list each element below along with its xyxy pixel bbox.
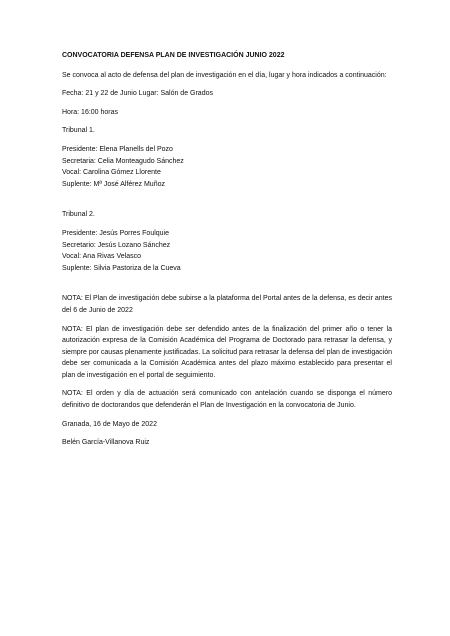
place-date-line: Granada, 16 de Mayo de 2022 [62,420,157,428]
tribunal-member: Secretaria: Celia Monteagudo Sánchez [62,157,184,165]
tribunal-member: Presidente: Elena Planells del Pozo [62,145,173,153]
section-spacer [62,281,392,293]
tribunal-member: Suplente: Silvia Pastoriza de la Cueva [62,264,181,272]
tribunal-1 [62,125,392,190]
intro-paragraph: Se convoca al acto de defensa del plan de investigación en el día, lugar y hora indicados a continuación: [62,71,387,79]
time-line: Hora: 16:00 horas [62,108,119,116]
note-defense-deadline: NOTA: El plan de investigación debe ser defendido antes de la finalización del primer año o tener la autorización expresa de la Comisión Académica del Programa de Doctorado para retrasar la defensa, y siempre por causas plenamente justificadas. La solicitud para retrasar la defensa del plan de investigación debe ser comunicada a la Comisión Académica antes del plazo máximo establecido para presentar el plan de investigación en el portal de seguimiento. [62,325,392,379]
tribunal-heading: Tribunal 1. [62,127,95,135]
note-portal-upload: NOTA: El Plan de investigación debe subirse a la plataforma del Portal antes de la defensa, es decir antes del 6 de Junio de 2022 [62,295,392,314]
document-title: CONVOCATORIA DEFENSA PLAN DE INVESTIGACIÓN JUNIO 2022 [62,52,285,59]
tribunal-member: Secretario: Jesús Lozano Sánchez [62,241,171,249]
tribunal-member: Suplente: Mª José Alférez Muñoz [62,180,165,188]
signature-name: Belén García-Villanova Ruiz [62,439,150,447]
section-spacer [62,197,392,209]
tribunal-member: Vocal: Ana Rivas Velasco [62,253,141,261]
tribunal-2 [62,209,392,274]
date-place-line: Fecha: 21 y 22 de Junio Lugar: Salón de Grados [62,90,213,98]
tribunal-member: Presidente: Jesús Porres Foulquie [62,229,169,237]
tribunal-member: Vocal: Carolina Gómez Llorente [62,169,161,177]
tribunal-heading: Tribunal 2. [62,211,95,219]
note-order: NOTA: El orden y día de actuación será comunicado con antelación cuando se disponga el número definitivo de doctorandos que defenderán el Plan de Investigación en la convocatoria de Junio. [62,390,392,410]
document-page [62,50,392,456]
